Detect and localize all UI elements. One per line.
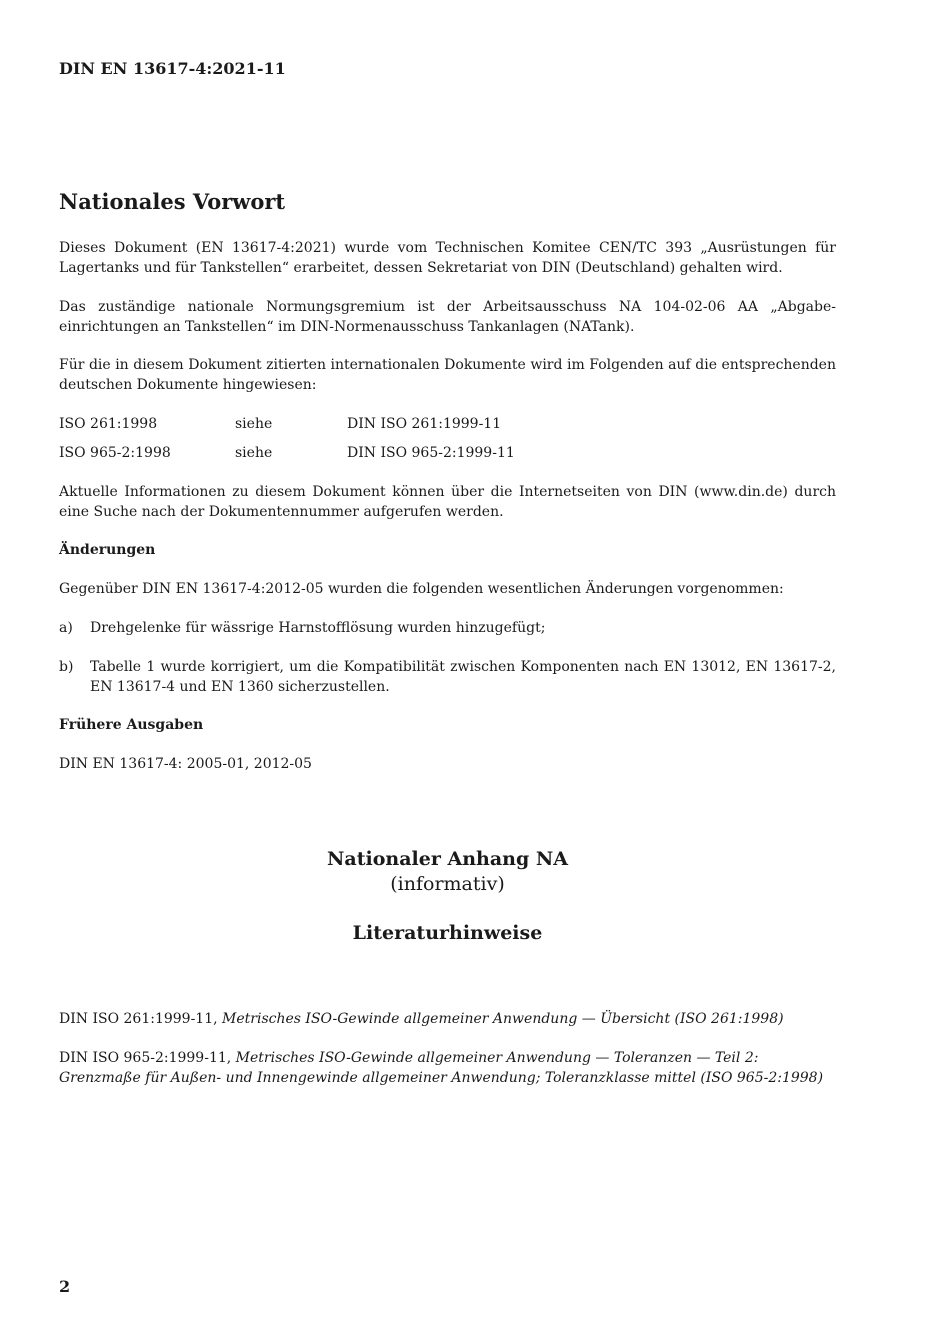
page-number: 2 [59, 1277, 71, 1296]
bibliography-entry [59, 1009, 836, 1029]
annex-subtitle: (informativ) [390, 873, 505, 895]
bibliography-code: DIN ISO 261:1999-11, [59, 1011, 223, 1027]
changes-heading: Änderungen [59, 542, 156, 558]
foreword-paragraph-2: Das zuständige nationale Normungsgremium ist der Arbeitsausschuss NA 104-02-06 AA „Abgabe-einrichtungen an Tankstellen“ im DIN-Normenausschuss Tankanlagen (NATank). [59, 299, 836, 335]
list-marker: b) [59, 659, 74, 675]
foreword-paragraph-1: Dieses Dokument (EN 13617-4:2021) wurde vom Technischen Komitee CEN/TC 393 „Ausrüstungen für Lagertanks und für Tankstellen“ erarbeitet, dessen Sekretariat von DIN (Deutschland) gehalten wird. [59, 240, 836, 276]
reference-see: siehe [235, 416, 273, 432]
document-id-header: DIN EN 13617-4:2021-11 [59, 59, 286, 78]
reference-din: DIN ISO 965-2:1999-11 [347, 445, 515, 461]
bibliography-title: Literaturhinweise [352, 922, 543, 944]
bibliography-entry-title: Metrisches ISO-Gewinde allgemeiner Anwendung — Übersicht (ISO 261:1998) [222, 1011, 784, 1027]
bibliography-code: DIN ISO 965-2:1999-11, [59, 1050, 236, 1066]
bibliography-entry-title: Metrisches ISO-Gewinde allgemeiner Anwendung — Toleranzen — Teil 2: Grenzmaße für Außen- und Innengewinde allgemeiner Anwendung; Toleranzklasse mittel (ISO 965-2:1998) [59, 1050, 824, 1086]
list-marker: a) [59, 620, 73, 636]
list-item [59, 618, 836, 638]
reference-din: DIN ISO 261:1999-11 [347, 416, 502, 432]
foreword-paragraph-3: Für die in diesem Dokument zitierten internationalen Dokumente wird im Folgenden auf die entsprechenden deutschen Dokumente hingewiesen: [59, 357, 836, 393]
reference-intl: ISO 261:1998 [59, 416, 158, 432]
previous-editions-heading: Frühere Ausgaben [59, 717, 204, 733]
foreword-paragraph-4: Aktuelle Informationen zu diesem Dokument können über die Internetseiten von DIN (www.din.de) durch eine Suche nach der Dokumentennummer aufgerufen werden. [59, 484, 836, 520]
foreword-title: Nationales Vorwort [59, 189, 286, 214]
annex-title: Nationaler Anhang NA [327, 848, 568, 870]
reference-intl: ISO 965-2:1998 [59, 445, 171, 461]
list-item-text: Drehgelenke für wässrige Harnstofflösung wurden hinzugefügt; [90, 620, 546, 636]
previous-editions-text: DIN EN 13617-4: 2005-01, 2012-05 [59, 756, 312, 772]
changes-intro: Gegenüber DIN EN 13617-4:2012-05 wurden die folgenden wesentlichen Änderungen vorgenommen: [59, 581, 784, 597]
list-item-text: Tabelle 1 wurde korrigiert, um die Kompatibilität zwischen Komponenten nach EN 13012, EN 13617-2, EN 13617-4 und EN 1360 sicherzustellen. [90, 659, 836, 695]
list-item [59, 657, 836, 697]
reference-see: siehe [235, 445, 273, 461]
bibliography-entry [59, 1048, 836, 1088]
